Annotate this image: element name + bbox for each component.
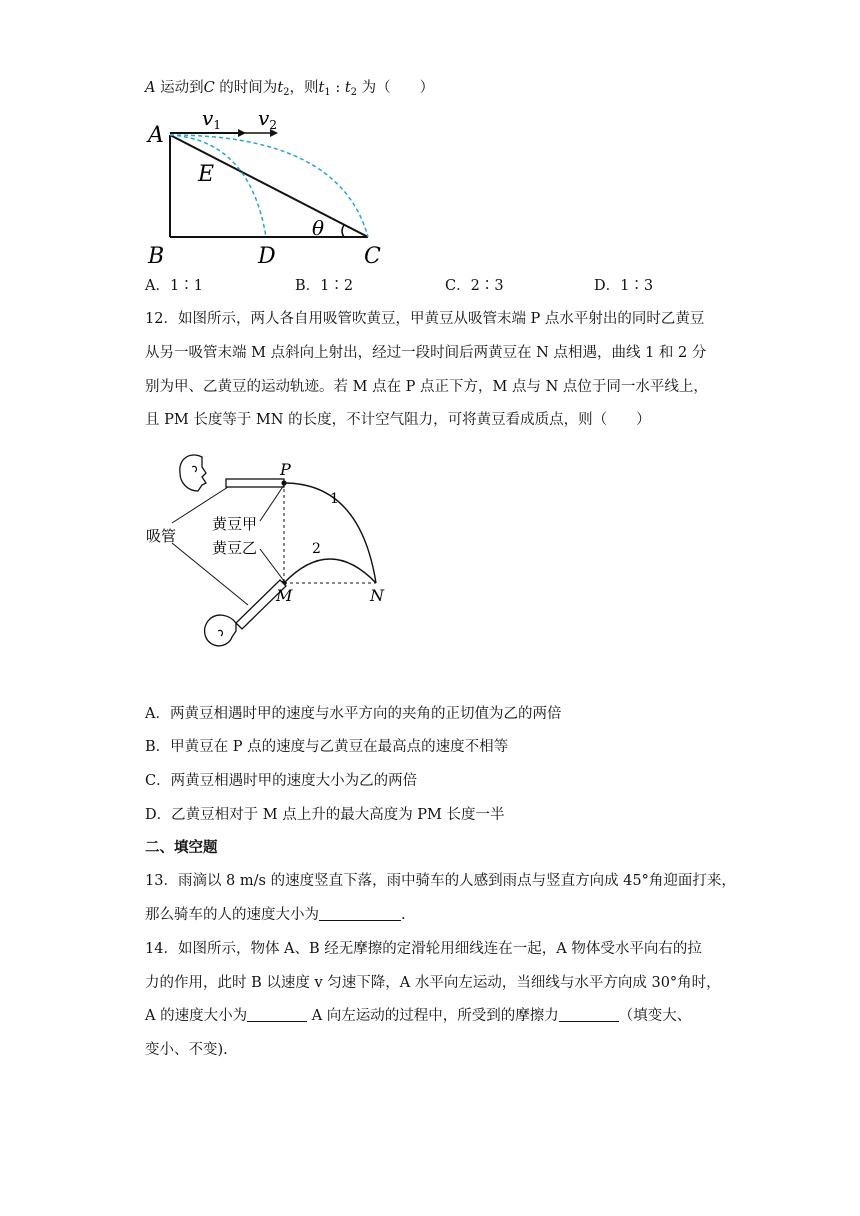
q12-figure xyxy=(140,445,410,655)
q14-line-3 xyxy=(145,1006,691,1026)
person-bottom-ear xyxy=(218,630,222,636)
q14-answer-blank-1[interactable] xyxy=(247,1007,307,1022)
q13-line-2 xyxy=(145,905,406,925)
q11-label-d: D xyxy=(258,244,276,269)
straw-top xyxy=(226,479,284,487)
q11-option-b: B．1∶2 xyxy=(295,278,354,294)
q12-option-b: B．甲黄豆在 P 点的速度与乙黄豆在最高点的速度不相等 xyxy=(145,739,509,755)
q12-line-1: 12．如图所示，两人各自用吸管吹黄豆，甲黄豆从吸管末端 P 点水平射出的同时乙黄豆 xyxy=(145,311,705,327)
q12-label-curve-2: 2 xyxy=(312,541,321,557)
q13-line-2-prefix: 那么骑车的人的速度大小为 xyxy=(145,907,319,923)
q11-stem-t2: t xyxy=(277,80,284,96)
q12-label-m: M xyxy=(276,586,293,605)
q12-line-3: 别为甲、乙黄豆的运动轨迹。若 M 点在 P 点正下方，M 点与 N 点位于同一水平线上， xyxy=(145,379,708,395)
q11-ratio-t2-sub: 2 xyxy=(350,87,358,98)
q12-line-2: 从另一吸管末端 M 点斜向上射出，经过一段时间后两黄豆在 N 点相遇，曲线 1 和 2 分 xyxy=(145,345,707,361)
q12-option-d: D．乙黄豆相对于 M 点上升的最大高度为 PM 长度一半 xyxy=(145,807,505,823)
q11-label-c: C xyxy=(364,244,381,269)
q11-stem xyxy=(145,78,434,103)
q11-stem-text1: 运动到 xyxy=(155,80,204,96)
q11-stem-a: A xyxy=(145,80,156,96)
q11-ratio-t1-sub: 1 xyxy=(324,87,331,98)
q11-label-v1: $v_1$ xyxy=(202,106,221,132)
q12-label-curve-1: 1 xyxy=(330,491,339,507)
person-top-head xyxy=(180,455,206,491)
q11-stem-c: C xyxy=(203,80,215,96)
q11-option-d: D．1∶3 xyxy=(594,278,654,294)
q11-stem-text2: 的时间为 xyxy=(214,80,278,96)
q11-ratio-colon: : xyxy=(330,80,345,96)
q11-stem-end: 为（ ） xyxy=(357,80,435,96)
q14-line-3-prefix: A 的速度大小为 xyxy=(145,1008,248,1024)
q12-label-bean-a: 黄豆甲 xyxy=(212,515,258,533)
q14-line-4: 变小、不变). xyxy=(145,1042,228,1058)
q12-label-p: P xyxy=(280,460,291,479)
q14-line-2: 力的作用，此时 B 以速度 v 匀速下降，A 水平向左运动，当细线与水平方向成 30°角时， xyxy=(145,975,721,991)
section-title-fill-blank: 二、填空题 xyxy=(145,839,218,856)
q11-angle-arc xyxy=(342,225,344,237)
q11-label-e: E xyxy=(198,162,215,187)
q12-option-c: C．两黄豆相遇时甲的速度大小为乙的两倍 xyxy=(145,773,418,789)
q12-label-n: N xyxy=(370,586,384,605)
q11-label-theta: θ xyxy=(312,216,325,240)
q13-line-2-suffix: . xyxy=(401,907,406,923)
person-top-ear xyxy=(192,466,196,472)
q14-line-1: 14．如图所示，物体 A、B 经无摩擦的定滑轮用细线连在一起，A 物体受水平向右的拉 xyxy=(145,941,702,957)
q11-trajectory-v1 xyxy=(170,135,266,237)
q13-answer-blank[interactable] xyxy=(319,906,401,921)
q11-label-v2: $v_2$ xyxy=(258,106,277,132)
trajectory-2 xyxy=(284,559,376,583)
q14-line-3-suffix: （填变大、 xyxy=(618,1008,692,1024)
q11-stem-t2-sub: 2 xyxy=(283,87,290,98)
q12-label-straw: 吸管 xyxy=(146,527,177,545)
leader-bean-b xyxy=(260,549,284,581)
leader-bean-a xyxy=(260,485,284,521)
q11-option-a: A．1∶1 xyxy=(145,278,203,294)
q11-option-c: C．2∶3 xyxy=(445,278,504,294)
q11-ratio-t2: t xyxy=(344,80,351,96)
q12-line-4: 且 PM 长度等于 MN 的长度，不计空气阻力，可将黄豆看成质点，则（ ） xyxy=(145,412,651,428)
q11-label-b: B xyxy=(148,244,165,269)
q14-answer-blank-2[interactable] xyxy=(559,1007,619,1022)
q13-line-1: 13．雨滴以 8 m/s 的速度竖直下落，雨中骑车的人感到雨点与竖直方向成 45°角迎面打来， xyxy=(145,873,736,889)
q11-ratio-t1: t xyxy=(318,80,325,96)
q12-label-bean-b: 黄豆乙 xyxy=(212,539,258,557)
q14-line-3-mid: A 向左运动的过程中，所受到的摩擦力 xyxy=(307,1008,559,1024)
q11-stem-text3: ，则 xyxy=(289,80,319,96)
q11-figure xyxy=(140,105,400,270)
q11-label-a: A xyxy=(148,123,164,148)
q12-option-a: A．两黄豆相遇时甲的速度与水平方向的夹角的正切值为乙的两倍 xyxy=(145,706,562,722)
